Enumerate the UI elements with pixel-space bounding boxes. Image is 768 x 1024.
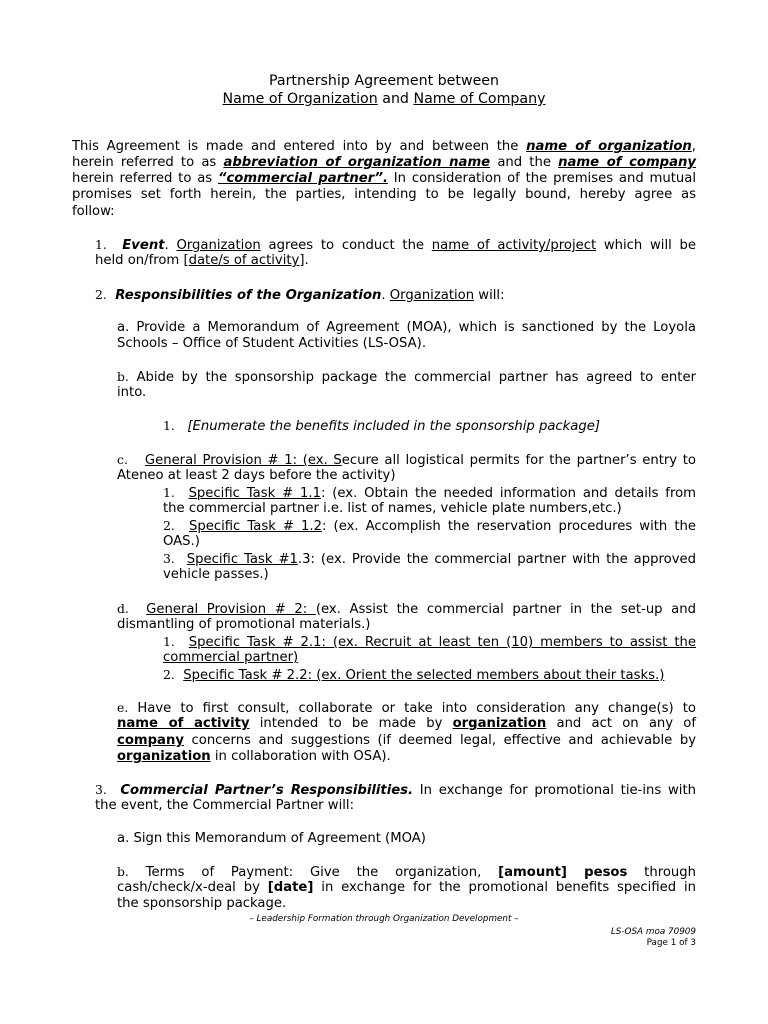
item-letter: a. [117, 831, 130, 846]
item-letter: c. [117, 452, 128, 467]
section-3-line-1 [95, 782, 696, 800]
title-company: Name of Company [413, 91, 546, 107]
text: Abide by the sponsorship package the commercial partner has agreed to enter [128, 370, 696, 385]
item-2e-line-3 [117, 733, 696, 750]
item-2b-line-2: into. [117, 385, 147, 400]
item-2c-line-2: Ateneo at least 2 days before the activity) [117, 468, 396, 483]
footer-page-number: Page 1 of 3 [646, 938, 696, 948]
placeholder-commercial-partner: “commercial partner”. [217, 171, 388, 186]
section-1-line-1 [95, 237, 696, 255]
item-3a [117, 831, 426, 848]
placeholder-amount: [amount] pesos [498, 865, 628, 880]
item-3b-line-3: the sponsorship package. [117, 896, 287, 911]
text: Provide a Memorandum of Agreement (MOA), which is sanctioned by the Loyola [129, 320, 696, 335]
item-letter: b. [117, 864, 129, 879]
text: held on/from [ [95, 253, 189, 268]
section-title: Event [122, 238, 165, 253]
text: concerns and suggestions (if deemed legal, effective and achievable by [183, 733, 696, 748]
general-provision-1: General Provision # 1: (ex. S [144, 453, 342, 468]
placeholder-organization: Organization [389, 288, 475, 303]
task-2-1-line-1 [163, 634, 696, 652]
section-number: 1. [95, 237, 107, 252]
item-2e-line-1 [117, 700, 696, 718]
intro-line-4: promises set forth herein, the parties, intending to be legally bound, hereby agree as [72, 187, 696, 202]
text: : (ex. Obtain the needed information and details from [320, 486, 696, 501]
task-1-3-line-2: vehicle passes.) [163, 567, 269, 582]
general-provision-2: General Provision # 2: [146, 602, 316, 617]
text: (ex. Assist the commercial partner in the set-up and [315, 602, 696, 617]
text: cash/check/x-deal by [117, 880, 268, 895]
task-1-3-line-1 [163, 551, 696, 569]
text: In consideration of the premises and mutual [387, 171, 696, 186]
text: through [627, 865, 696, 880]
text: This Agreement is made and entered into by and between the [72, 139, 527, 154]
text: herein referred to as [72, 171, 218, 186]
item-2b-sub-1 [163, 418, 600, 436]
section-title: Commercial Partner’s Responsibilities. [120, 783, 414, 798]
text: .3: (ex. Provide the commercial partner with the approved [297, 552, 696, 567]
text: and act on any of [546, 716, 697, 731]
specific-task: Specific Task # 1.1 [188, 486, 321, 501]
sub-number: 2. [163, 667, 175, 682]
intro-line-5: follow: [72, 204, 115, 219]
text: which will be [596, 238, 696, 253]
item-3b-line-1 [117, 864, 696, 882]
document-title: Partnership Agreement between [268, 73, 500, 89]
section-2-heading [95, 287, 505, 305]
text: and the [490, 155, 559, 170]
placeholder-company: company [117, 733, 184, 748]
task-1-2-line-1 [163, 518, 696, 536]
task-1-2-line-2: OAS.) [163, 534, 200, 549]
placeholder-company: name of company [558, 155, 697, 170]
text: , [691, 139, 696, 154]
sub-number: 3. [163, 551, 175, 566]
text: In exchange for promotional tie-ins with [413, 783, 696, 798]
text: ecure all logistical permits for the partner’s entry to [341, 453, 697, 468]
specific-task: Specific Task # 1.2 [188, 519, 323, 534]
text: ]. [299, 253, 309, 268]
item-letter: e. [117, 700, 129, 715]
text: herein referred to as [72, 155, 224, 170]
footer-document-code: LS-OSA moa 70909 [610, 927, 696, 937]
text: . [164, 238, 177, 253]
text: intended to be made by [249, 716, 453, 731]
item-letter: b. [117, 369, 129, 384]
text: Terms of Payment: Give the organization, [128, 865, 499, 880]
item-2d-line-2: dismantling of promotional materials.) [117, 617, 371, 632]
placeholder-activity: name of activity [117, 716, 250, 731]
item-3b-line-2 [117, 880, 696, 897]
placeholder-organization: Organization [176, 238, 261, 253]
task-2-2 [163, 667, 664, 685]
intro-line-3 [72, 171, 696, 188]
item-2d-line-1 [117, 601, 696, 619]
section-3-line-2: the event, the Commercial Partner will: [95, 798, 355, 813]
placeholder-abbreviation: abbreviation of organization name [223, 155, 491, 170]
title-and: and [382, 91, 409, 107]
title-organization: Name of Organization [222, 91, 378, 107]
specific-task: commercial partner) [163, 650, 299, 665]
section-number: 2. [95, 287, 107, 302]
text: in exchange for the promotional benefits specified in [313, 880, 696, 895]
text: [Enumerate the benefits included in the sponsorship package] [187, 419, 601, 434]
intro-line-1 [72, 139, 696, 156]
item-2a-line-2: Schools – Office of Student Activities (LS-OSA). [117, 336, 427, 351]
placeholder-date: date/s of activity [188, 253, 300, 268]
text: agrees to conduct the [260, 238, 432, 253]
text: Sign this Memorandum of Agreement (MOA) [129, 831, 426, 846]
item-2e-line-2 [117, 716, 696, 733]
specific-task: Specific Task # 2.1: (ex. Recruit at least ten (10) members to assist the [188, 635, 696, 650]
sub-number: 1. [163, 485, 175, 500]
specific-task: Specific Task # 2.2: (ex. Orient the selected members about their tasks.) [183, 668, 665, 683]
footer-motto: – Leadership Formation through Organization Development – [249, 914, 519, 924]
placeholder-organization: organization [452, 716, 547, 731]
sub-number: 1. [163, 634, 175, 649]
specific-task: Specific Task #1 [186, 552, 298, 567]
sub-number: 1. [163, 418, 175, 433]
item-letter: a. [117, 320, 130, 335]
text: in collaboration with OSA). [210, 749, 391, 764]
intro-line-2 [72, 155, 696, 172]
placeholder-activity: name of activity/project [431, 238, 597, 253]
item-2b-line-1 [117, 369, 696, 387]
section-title: Responsibilities of the Organization [115, 288, 382, 303]
text: : (ex. Accomplish the reservation procedures with the [322, 519, 696, 534]
placeholder-date: [date] [267, 880, 314, 895]
placeholder-organization: organization [117, 749, 211, 764]
item-letter: d. [117, 601, 129, 616]
item-2e-line-4 [117, 749, 391, 766]
section-number: 3. [95, 782, 107, 797]
text: will: [474, 288, 505, 303]
text: Have to first consult, collaborate or take into consideration any change(s) to [128, 701, 696, 716]
task-1-1-line-2: the commercial partner i.e. list of names, vehicle plate numbers,etc.) [163, 501, 622, 516]
placeholder-organization: name of organization [526, 139, 692, 154]
task-2-1-line-2 [163, 650, 298, 667]
item-2c-line-1 [117, 452, 696, 470]
text: . [381, 288, 390, 303]
item-2a-line-1 [117, 320, 696, 337]
section-1-line-2 [95, 253, 309, 270]
sub-number: 2. [163, 518, 175, 533]
task-1-1-line-1 [163, 485, 696, 503]
document-subtitle [0, 90, 768, 108]
